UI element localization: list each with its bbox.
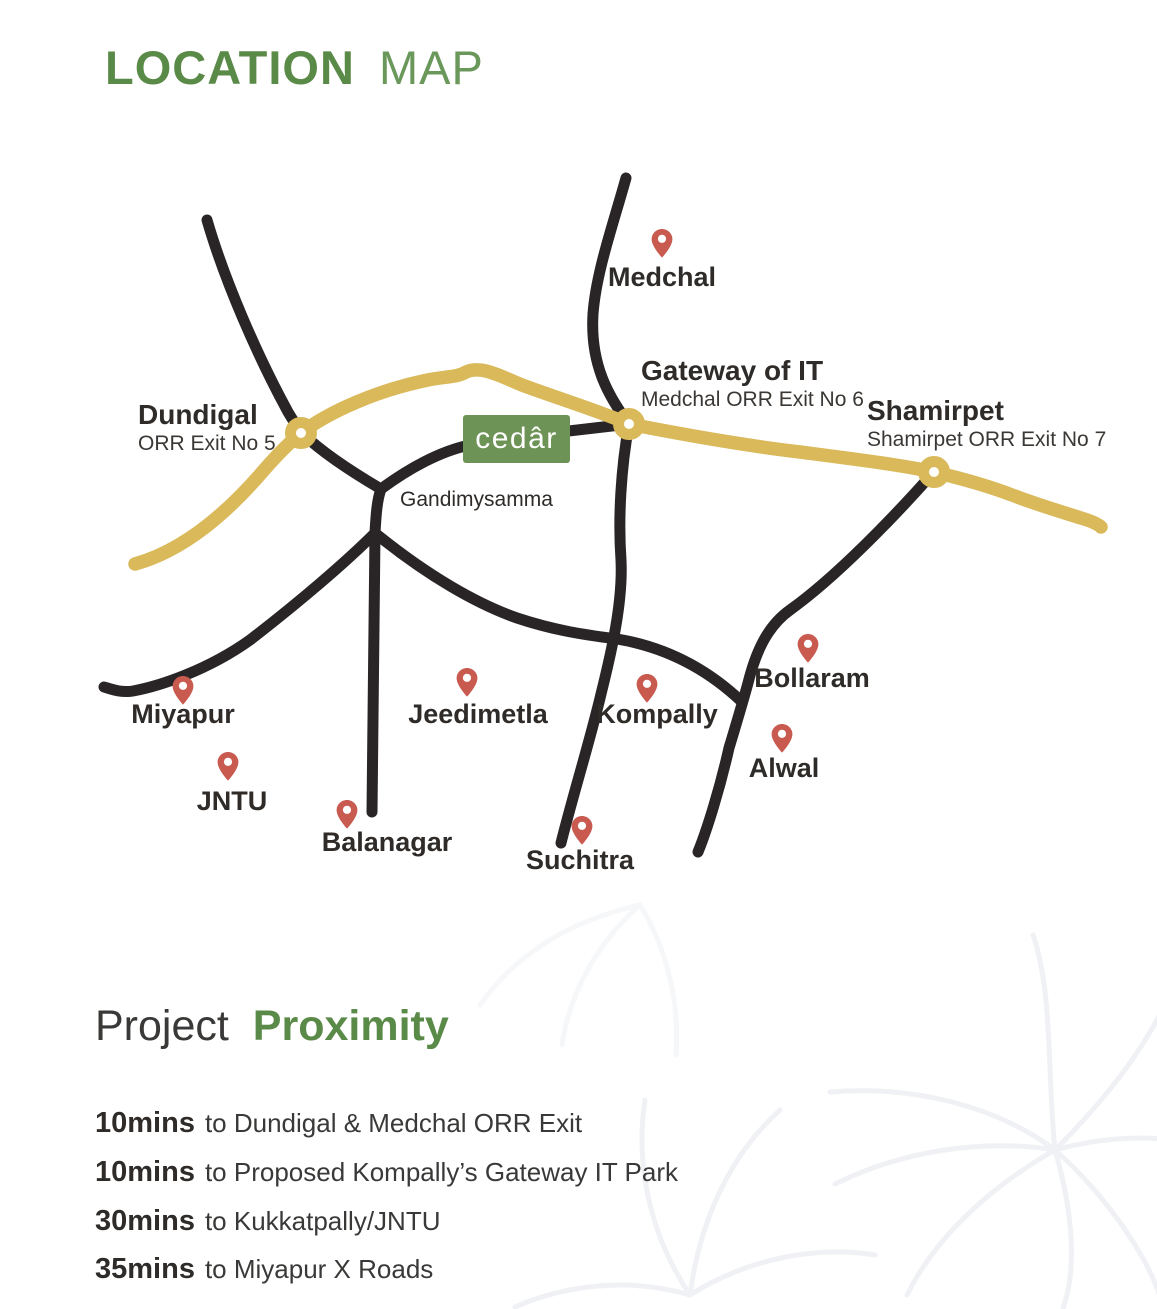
location-label-shamirpet bbox=[867, 396, 1106, 454]
location-sub: Shamirpet ORR Exit No 7 bbox=[867, 428, 1107, 452]
proximity-item bbox=[95, 1204, 678, 1239]
proximity-title-secondary: Proximity bbox=[252, 1002, 449, 1050]
proximity-item bbox=[95, 1155, 678, 1190]
location-label-alwal: Alwal bbox=[748, 753, 820, 783]
proximity-list bbox=[95, 1106, 678, 1301]
proximity-title-primary: Project bbox=[95, 1002, 229, 1050]
location-label-jeedimetla: Jeedimetla bbox=[408, 699, 548, 729]
location-label-balanagar: Balanagar bbox=[321, 827, 453, 857]
location-label-jntu: JNTU bbox=[196, 786, 268, 816]
jntu-pin-icon bbox=[216, 751, 240, 782]
proximity-item bbox=[95, 1252, 678, 1287]
location-label-bollaram: Bollaram bbox=[754, 663, 870, 693]
location-label-gandimysamma: Gandimysamma bbox=[400, 488, 553, 511]
location-label-kompally: Kompally bbox=[596, 699, 718, 729]
location-label-gateway-of-it bbox=[641, 356, 864, 414]
page-title-secondary: MAP bbox=[379, 41, 484, 94]
location-sub: Medchal ORR Exit No 6 bbox=[641, 388, 864, 412]
proximity-item bbox=[95, 1106, 678, 1141]
location-name: Shamirpet bbox=[867, 395, 1004, 426]
proximity-title bbox=[95, 1002, 449, 1051]
project-logo: cedâr bbox=[463, 415, 570, 463]
page-title-primary: LOCATION bbox=[105, 41, 355, 94]
location-name: Gateway of IT bbox=[641, 355, 824, 386]
proximity-destination: to Miyapur X Roads bbox=[204, 1254, 434, 1285]
location-label-suchitra: Suchitra bbox=[525, 845, 635, 875]
bollaram-pin-icon bbox=[796, 633, 820, 664]
proximity-time: 30mins bbox=[95, 1204, 195, 1237]
medchal-pin-icon bbox=[650, 228, 674, 259]
jeedimetla-pin-icon bbox=[455, 667, 479, 698]
alwal-pin-icon bbox=[770, 723, 794, 754]
proximity-time: 10mins bbox=[95, 1107, 195, 1139]
location-label-miyapur: Miyapur bbox=[131, 699, 235, 729]
proximity-destination: to Kukkatpally/JNTU bbox=[204, 1205, 441, 1236]
proximity-destination: to Dundigal & Medchal ORR Exit bbox=[204, 1108, 583, 1138]
proximity-destination: to Proposed Kompally’s Gateway IT Park bbox=[204, 1156, 678, 1187]
location-sub: ORR Exit No 5 bbox=[138, 432, 276, 456]
balanagar-pin-icon bbox=[335, 799, 359, 830]
location-label-medchal: Medchal bbox=[607, 262, 717, 292]
proximity-time: 10mins bbox=[95, 1155, 195, 1188]
location-name: Dundigal bbox=[138, 399, 258, 430]
suchitra-pin-icon bbox=[570, 815, 594, 846]
proximity-time: 35mins bbox=[95, 1253, 195, 1286]
location-label-dundigal bbox=[138, 400, 276, 458]
